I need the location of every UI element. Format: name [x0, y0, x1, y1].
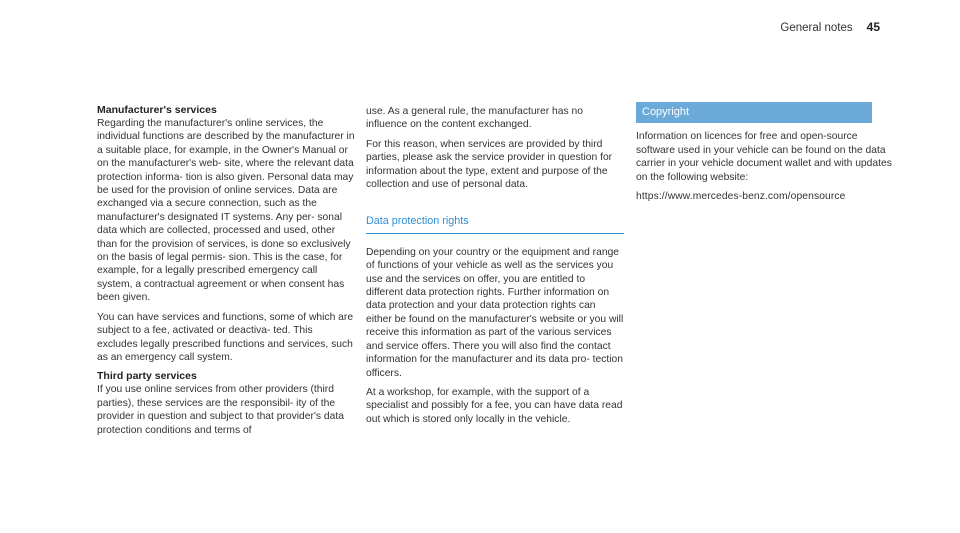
column-left	[97, 104, 355, 443]
third-party-services-paragraph: If you use online services from other providers (third parties), these services are the responsibil- ity of the provider in question and subject to that provider's data protection conditions and terms of	[97, 384, 344, 436]
general-rule-paragraph: use. As a general rule, the manufacturer has no influence on the content exchanged.	[366, 106, 583, 131]
third-party-info-paragraph: For this reason, when services are provided by third parties, please ask the service provider in question for information about the type, extent and purpose of the collection and use of personal data.	[366, 138, 613, 191]
copyright-heading: Copyright	[636, 102, 872, 123]
opensource-url: https://www.mercedes-benz.com/opensource	[636, 191, 846, 203]
third-party-services-heading: Third party services	[97, 370, 197, 383]
licence-info-paragraph: Information on licences for free and open-source software used in your vehicle can be found on the data carrier in your vehicle document wallet and with updates on the following website:	[636, 131, 892, 183]
column-middle	[366, 105, 624, 432]
data-protection-rights-heading: Data protection rights	[366, 215, 624, 233]
data-protection-rights-paragraph: Depending on your country or the equipment and range of functions of your vehicle as well as the services you use and the services on offer, you are entitled to different data protection rights. Further information on data protection and your data protection rights can either be found on the manufacturer's website or you will receive this information as part of the various services and service offers. There you will also find the contact information for the manufacturer and its data pro- tection officers.	[366, 246, 624, 379]
manufacturer-services-heading: Manufacturer's services	[97, 104, 217, 116]
page-number: 45	[866, 20, 880, 34]
column-right	[636, 102, 894, 209]
services-activation-paragraph: You can have services and functions, some of which are subject to a fee, activated or deactiva- ted. This excludes legally prescribed functions and services, such as an emergency call system.	[97, 311, 354, 363]
page-header	[780, 20, 880, 34]
manufacturer-services-paragraph: Regarding the manufacturer's online services, the individual functions are described by the manufacturer in a suitable place, for example, in the Owner's Manual or on the manufacturer's web- site, where the relevant data protection informa- tion is also given. Personal data may be used for the provision of online services. Data are exchanged via a secure connection, such as the manufacturer's designated IT systems. Any per- sonal data which are collected, processed and used, other than for the provision of services, is done so exclusively on the basis of legal permis- sion. This is the case, for example, for a legally prescribed emergency call system, a contractual agreement or when consent has been given.	[97, 118, 355, 304]
workshop-paragraph: At a workshop, for example, with the support of a specialist and possibly for a fee, you can have data read out which is stored only locally in the vehicle.	[366, 386, 623, 425]
section-title: General notes	[780, 22, 853, 34]
